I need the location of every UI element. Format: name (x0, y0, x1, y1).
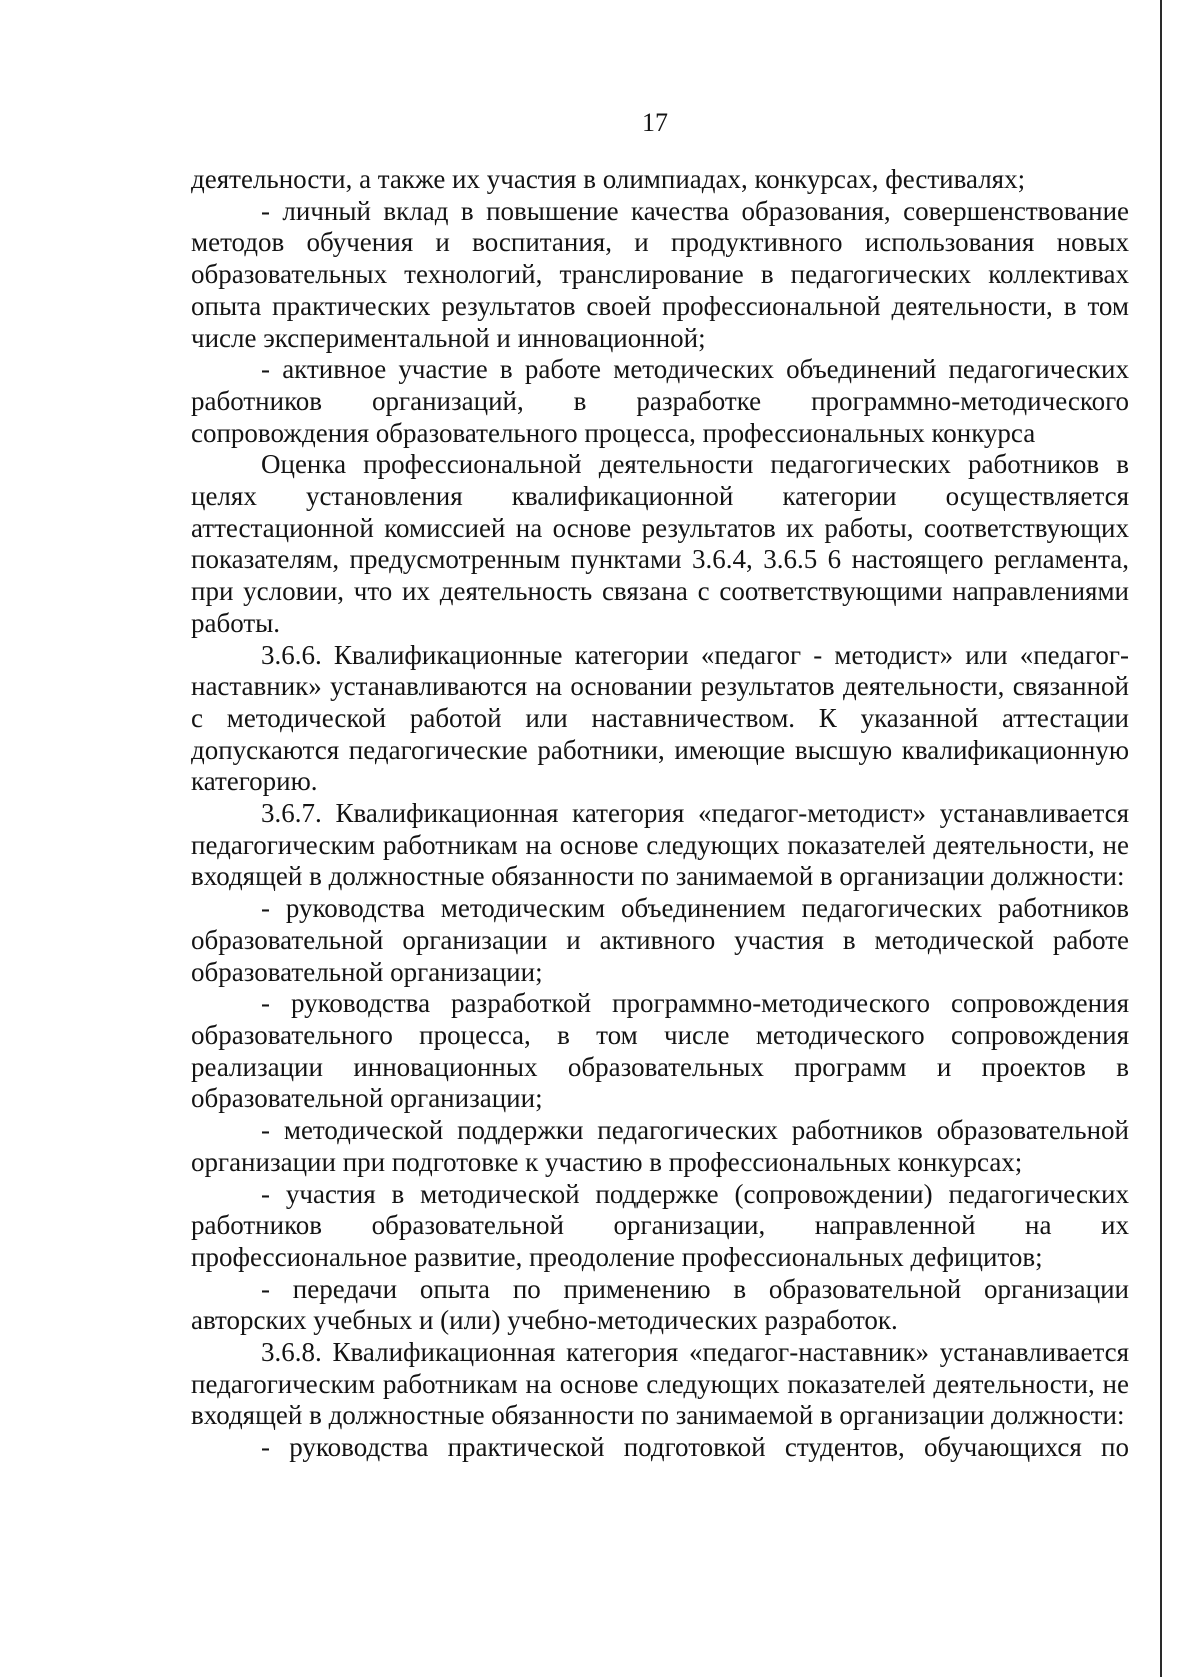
paragraph: 3.6.7. Квалификационная категория «педагог-методист» устанавливается педагогическим работникам на основе следующих показателей деятельности, не входящей в должностные обязанности по занимаемой в организации должности: (191, 798, 1129, 892)
paragraph: - личный вклад в повышение качества образования, совершенствование методов обучения и воспитания, и продуктивного использования новых образовательных технологий, транслирование в педагогических коллективах опыта практических результатов своей профессиональной деятельности, в том числе экспериментальной и инновационной; (191, 195, 1129, 353)
paragraph: - методической поддержки педагогических работников образовательной организации при подготовке к участию в профессиональных конкурсах; (191, 1115, 1129, 1177)
scan-edge-line (1160, 0, 1162, 1677)
paragraph: - руководства разработкой программно-методического сопровождения образовательного процесса, в том числе методического сопровождения реализации инновационных образовательных программ и проектов в образовательной организации; (191, 988, 1129, 1114)
paragraph: деятельности, а также их участия в олимпиадах, конкурсах, фестивалях; (191, 164, 1026, 194)
paragraph: - активное участие в работе методических объединений педагогических работников организаций, в разработке программно-методического сопровождения образовательного процесса, профессиональных конкурса (191, 354, 1129, 448)
paragraph: 3.6.6. Квалификационные категории «педагог - методист» или «педагог-наставник» устанавливаются на основании результатов деятельности, связанной с методической работой или наставничеством. К указанной аттестации допускаются педагогические работники, имеющие высшую квалификационную категорию. (191, 639, 1129, 797)
document-body (191, 164, 1129, 1464)
paragraph: 3.6.8. Квалификационная категория «педагог-наставник» устанавливается педагогическим работникам на основе следующих показателей деятельности, не входящей в должностные обязанности по занимаемой в организации должности: (191, 1337, 1129, 1431)
page-number: 17 (642, 108, 668, 137)
paragraph: - руководства методическим объединением педагогических работников образовательной организации и активного участия в методической работе образовательной организации; (191, 893, 1129, 987)
paragraph: - руководства практической подготовкой студентов, обучающихся по (261, 1432, 1129, 1463)
paragraph: - передачи опыта по применению в образовательной организации авторских учебных и (или) учебно-методических разработок. (191, 1273, 1129, 1336)
paragraph: - участия в методической поддержке (сопровождении) педагогических работников образовательной организации, направленной на их профессиональное развитие, преодоление профессиональных дефицитов; (191, 1178, 1129, 1272)
paragraph: Оценка профессиональной деятельности педагогических работников в целях установления квалификационной категории осуществляется аттестационной комиссией на основе результатов их работы, соответствующих показателям, предусмотренным пунктами 3.6.4, 3.6.5 6 настоящего регламента, при условии, что их деятельность связана с соответствующими направлениями работы. (191, 449, 1129, 638)
